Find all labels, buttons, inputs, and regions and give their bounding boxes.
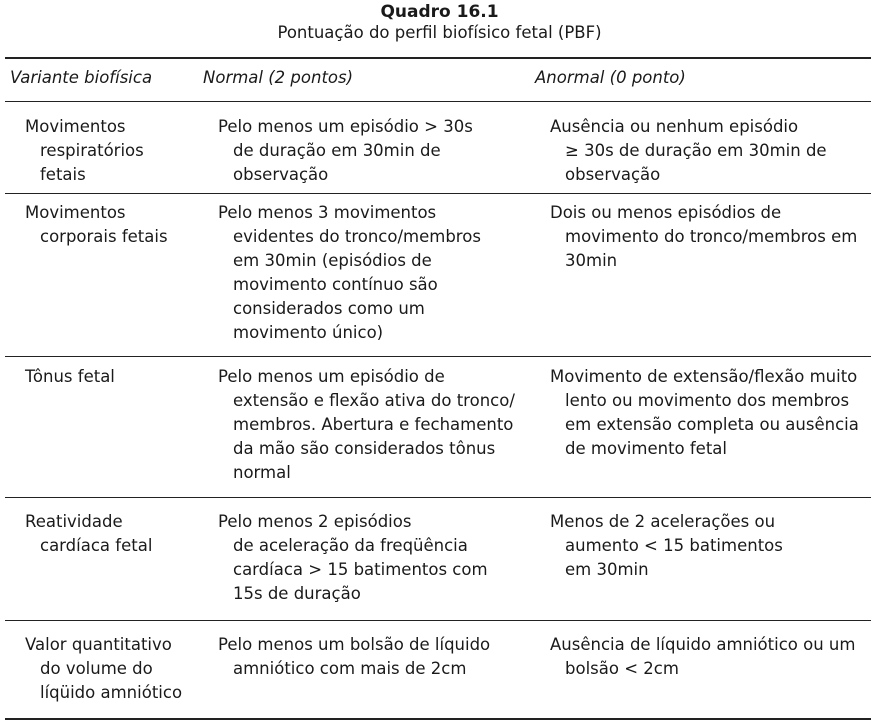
variant-cell: Valor quantitativo do volume do líqüido amniótico: [25, 635, 183, 702]
table-bottom-rule: [5, 718, 871, 720]
abnormal-cell: Movimento de extensão/flexão muito lento ou movimento dos membros em extensão completa ou ausência de movimento fetal: [550, 367, 859, 458]
variant-cell: Tônus fetal: [25, 367, 115, 386]
normal-cell: Pelo menos um episódio > 30s de duração em 30min de observação: [218, 117, 473, 184]
table-top-rule: [5, 57, 871, 59]
header-abnormal: Anormal (0 ponto): [535, 68, 686, 87]
normal-cell: Pelo menos 2 episódios de aceleração da freqüência cardíaca > 15 batimentos com 15s de duração: [218, 512, 488, 603]
row-divider: [5, 193, 871, 194]
abnormal-cell: Menos de 2 acelerações ou aumento < 15 batimentos em 30min: [550, 512, 783, 579]
normal-cell: Pelo menos 3 movimentos evidentes do tronco/membros em 30min (episódios de movimento contínuo são considerados como um movimento único): [218, 203, 481, 342]
abnormal-cell: Ausência de líquido amniótico ou um bolsão < 2cm: [550, 635, 856, 678]
variant-cell: Movimentos respiratórios fetais: [25, 117, 144, 184]
normal-cell: Pelo menos um bolsão de líquido amniótico com mais de 2cm: [218, 635, 491, 678]
header-rule: [5, 101, 871, 102]
abnormal-cell: Ausência ou nenhum episódio ≥ 30s de duração em 30min de observação: [550, 117, 827, 184]
caption-title: Quadro 16.1: [380, 2, 499, 22]
table-caption: [4, 0, 875, 43]
row-divider: [5, 497, 871, 498]
variant-cell: Reatividade cardíaca fetal: [25, 512, 153, 555]
caption-subtitle: Pontuação do perfil biofísico fetal (PBF): [277, 23, 602, 42]
variant-cell: Movimentos corporais fetais: [25, 203, 168, 246]
header-variant: Variante biofísica: [10, 68, 153, 87]
abnormal-cell: Dois ou menos episódios de movimento do tronco/membros em 30min: [550, 203, 858, 270]
row-divider: [5, 620, 871, 621]
row-divider: [5, 356, 871, 357]
header-normal: Normal (2 pontos): [203, 68, 354, 87]
normal-cell: Pelo menos um episódio de extensão e flexão ativa do tronco/ membros. Abertura e fechamento da mão são considerados tônus normal: [218, 367, 515, 482]
